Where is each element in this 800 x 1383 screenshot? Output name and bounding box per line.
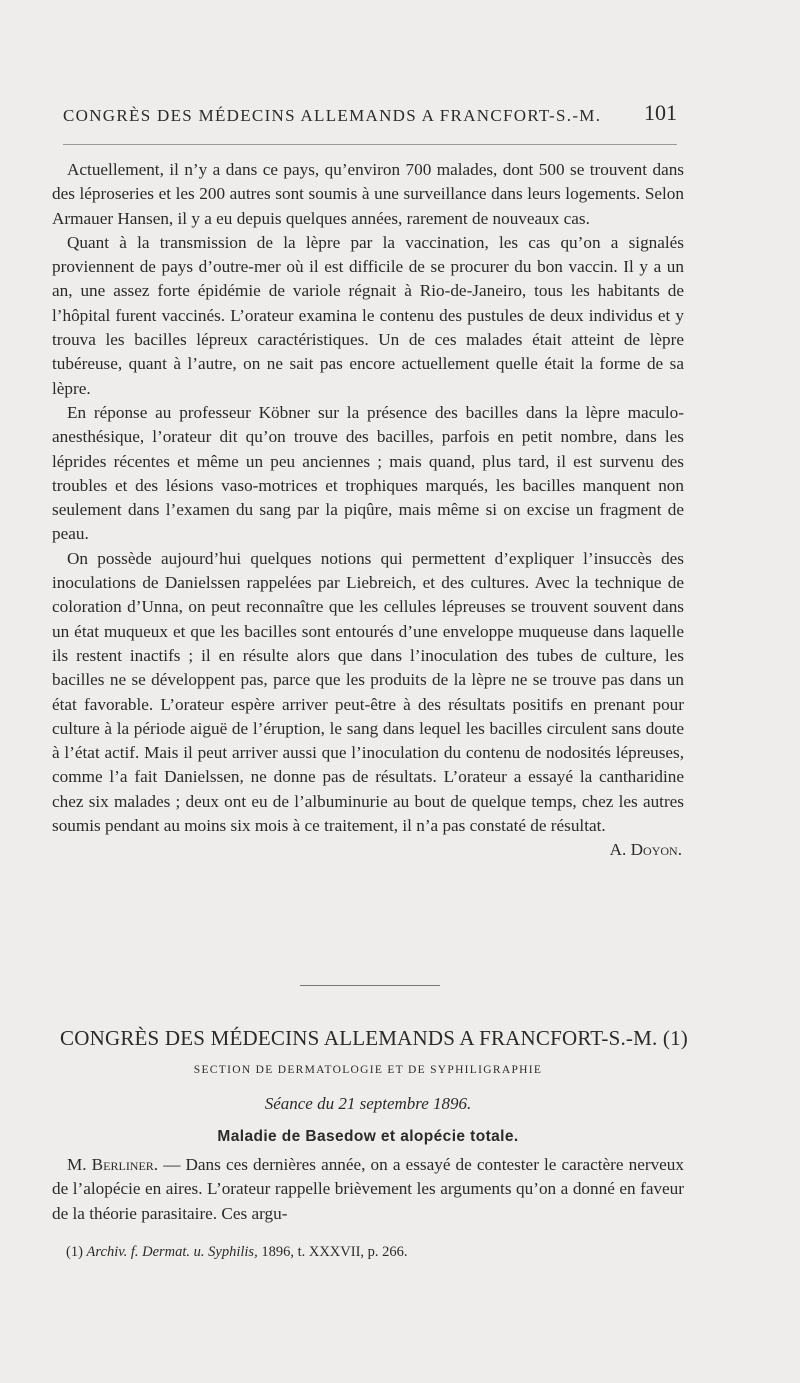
- page-number: 101: [644, 100, 677, 125]
- paragraph-text: — Dans ces dernières année, on a essayé de contester le caractère nerveux de l’alopécie en aires. L’orateur rappelle brièvement les arguments qu’on a donné en faveur de la théorie parasitaire. Ces argu-: [52, 1155, 684, 1223]
- article-body-2: [52, 1153, 684, 1226]
- footnote-marker: (1): [66, 1244, 83, 1260]
- signature-initial: A.: [609, 840, 627, 860]
- paragraph: Actuellement, il n’y a dans ce pays, qu’environ 700 malades, dont 500 se trouvent dans des léproseries et les 200 autres sont soumis à une surveillance dans leurs logements. Selon Armauer Hansen, il y a eu depuis quelques années, rarement de nouveaux cas.: [52, 160, 684, 228]
- article-heading: Maladie de Basedow et alopécie totale.: [217, 1128, 519, 1145]
- footnote-details: 1896, t. XXXVII, p. 266.: [261, 1244, 408, 1260]
- section-separator: [300, 985, 440, 986]
- running-header: [63, 100, 677, 130]
- paragraph: Quant à la transmission de la lèpre par la vaccination, les cas qu’on a signalés proviennent de pays d’outre-mer où il est difficile de se procurer du bon vaccin. Il y a un an, une assez forte épidémie de variole régnait à Rio-de-Janeiro, tous les habitants de l’hôpital furent vaccinés. L’orateur examina le contenu des pustules de deux individus et y trouva les bacilles lépreux caractéristiques. Un de ces malades était atteint de lèpre tubéreuse, quant à l’autre, on ne sait pas encore actuellement quelle était la forme de sa lèpre.: [52, 232, 684, 398]
- section-title: CONGRÈS DES MÉDECINS ALLEMANDS A FRANCFORT-S.-M. (1): [60, 1026, 688, 1050]
- session-date: Séance du 21 septembre 1896.: [264, 1094, 472, 1113]
- footnote-source: Archiv. f. Dermat. u. Syphilis,: [86, 1244, 258, 1260]
- footnote: [66, 1244, 686, 1261]
- signature-name: Doyon.: [630, 840, 682, 860]
- header-rule: [63, 144, 677, 145]
- speaker-name: M. Berliner.: [67, 1155, 159, 1174]
- paragraph: En réponse au professeur Köbner sur la présence des bacilles dans la lèpre maculo-anesthésique, l’orateur dit qu’on trouve des bacilles, parfois en petit nombre, dans les léprides récentes et même un peu anciennes ; mais quand, plus tard, il est survenu des troubles et des lésions vaso-motrices et trophiques marqués, les bacilles manquent non seulement dans l’examen du sang par la piqûre, mais même si on excise un fragment de peau.: [52, 402, 684, 544]
- paragraph: On possède aujourd’hui quelques notions qui permettent d’expliquer l’insuccès des inoculations de Danielssen rappelées par Liebreich, et des cultures. Avec la technique de coloration d’Unna, on peut reconnaître que les cellules lépreuses se trouvent souvent dans un état muqueux et que les bacilles sont entourés d’une enveloppe muqueuse dans laquelle ils restent inactifs ; il en résulte alors que dans l’inoculation des tubes de culture, les bacilles ne se développent pas, parce que les produits de la lèpre ne se trouve pas dans un état favorable. L’orateur espère arriver peut-être à des résultats positifs en prenant pour culture à la période aiguë de l’éruption, le sang dans lequel les bacilles circulent sans doute à l’état actif. Mais il peut arriver aussi que l’inoculation du contenu de nodosités lépreuses, comme l’a fait Danielssen, ne donne pas de résultats. L’orateur a essayé la cantharidine chez six malades ; deux ont eu de l’albuminurie au bout de quelque temps, chez les autres soumis pendant au moins six mois à ce traitement, il n’a pas constaté de résultat.: [52, 548, 684, 836]
- signature: [52, 838, 684, 862]
- section-subtitle: SECTION DE DERMATOLOGIE ET DE SYPHILIGRAPHIE: [193, 1064, 543, 1076]
- paragraph: [52, 1153, 684, 1226]
- article-body: [52, 158, 684, 863]
- running-title: CONGRÈS DES MÉDECINS ALLEMANDS A FRANCFORT-S.-M.: [63, 106, 602, 125]
